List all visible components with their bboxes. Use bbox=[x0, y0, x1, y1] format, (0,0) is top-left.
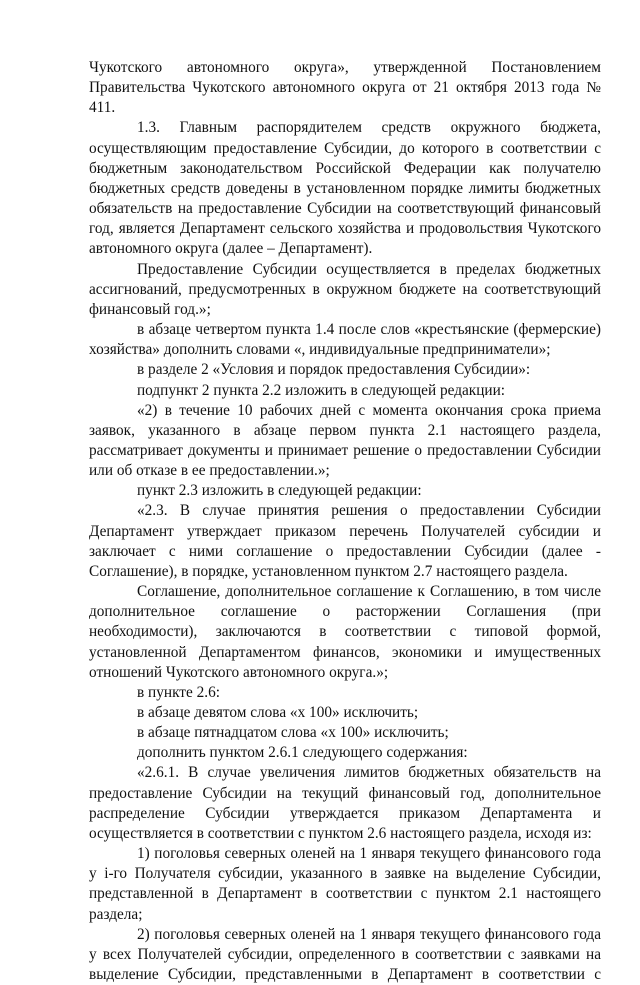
document-page bbox=[89, 58, 601, 985]
paragraph: «2.3. В случае принятия решения о предоставлении Субсидии Департамент утверждает приказом перечень Получателей субсидии и заключает с ними соглашение о предоставлении Субсидии (далее - Соглашение), в порядке, установленном пунктом 2.7 настоящего раздела. bbox=[89, 502, 601, 580]
paragraph: Соглашение, дополнительное соглашение к Соглашению, в том числе дополнительное соглашение о расторжении Соглашения (при необходимости), заключаются в соответствии с типовой формой, установленной Департаментом финансов, экономики и имущественных отношений Чукотского автономного округа.»; bbox=[89, 583, 601, 681]
paragraph: подпункт 2 пункта 2.2 изложить в следующей редакции: bbox=[137, 381, 506, 399]
paragraph: в абзаце девятом слова «х 100» исключить; bbox=[137, 704, 419, 721]
paragraph: пункт 2.3 изложить в следующей редакции: bbox=[137, 482, 422, 500]
paragraph: «2.6.1. В случае увеличения лимитов бюджетных обязательств на предоставление Субсидии на текущий финансовый год, дополнительное распределение Субсидии утверждается приказом Департамента и осуществляется в соответствии с пунктом 2.6 настоящего раздела, исходя из: bbox=[89, 764, 601, 842]
paragraph: Чукотского автономного округа», утвержденной Постановлением Правительства Чукотского автономного округа от 21 октября 2013 года № 411. bbox=[89, 59, 601, 117]
paragraph: «2) в течение 10 рабочих дней с момента окончания срока приема заявок, указанного в абзаце первом пункта 2.1 настоящего раздела, рассматривает документы и принимает решение о предоставлении Субсидии или об отказе в ее предоставлении.»; bbox=[89, 401, 601, 480]
paragraph: в абзаце четвертом пункта 1.4 после слов «крестьянские (фермерские) хозяйства» дополнить словами «, индивидуальные предприниматели»; bbox=[89, 321, 601, 359]
paragraph: 2) поголовья северных оленей на 1 января текущего финансового года у всех Получателей субсидии, определенного в соответствии с заявками на выделение Субсидии, представленными в Департамент в соответствии с bbox=[89, 925, 601, 984]
paragraph: дополнить пунктом 2.6.1 следующего содержания: bbox=[137, 744, 468, 762]
paragraph: в пункте 2.6: bbox=[137, 683, 220, 701]
paragraph: в разделе 2 «Условия и порядок предоставления Субсидии»: bbox=[137, 361, 531, 379]
paragraph: Предоставление Субсидии осуществляется в пределах бюджетных ассигнований, предусмотренных в окружном бюджете на соответствующий финансовый год.»; bbox=[89, 260, 601, 318]
paragraph: в абзаце пятнадцатом слова «х 100» исключить; bbox=[137, 724, 449, 742]
paragraph: 1.3. Главным распорядителем средств окружного бюджета, осуществляющим предоставление Субсидии, до которого в соответствии с бюджетным законодательством Российской Федерации как получателю бюджетных средств доведены в установленном порядке лимиты бюджетных обязательств на предоставление Субсидии на соответствующий финансовый год, является Департамент сельского хозяйства и продовольствия Чукотского автономного округа (далее – Департамент). bbox=[89, 119, 601, 258]
paragraph: 1) поголовья северных оленей на 1 января текущего финансового года у i-го Получателя субсидии, указанного в заявке на выделение Субсидии, представленной в Департамент в соответствии с пунктом 2.1 настоящего раздела; bbox=[89, 845, 601, 923]
